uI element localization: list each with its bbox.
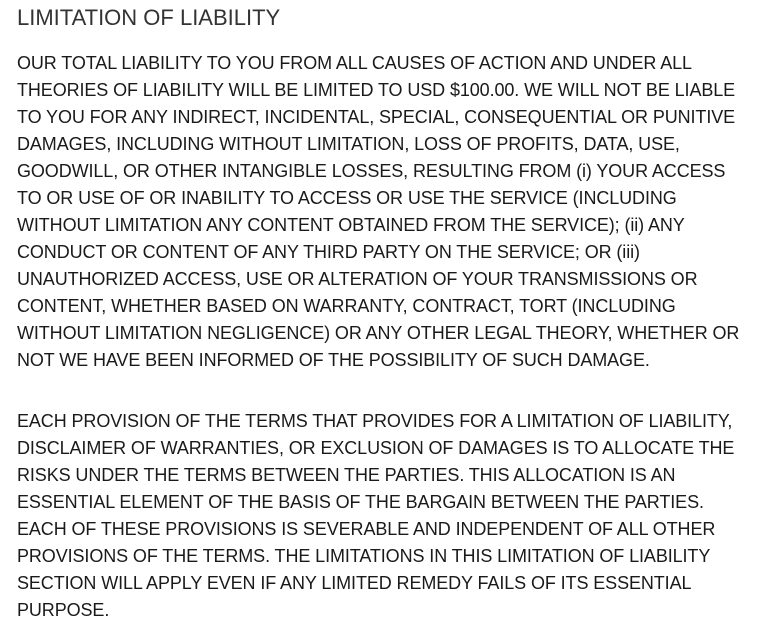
liability-paragraph-2: EACH PROVISION OF THE TERMS THAT PROVIDES FOR A LIMITATION OF LIABILITY, DISCLAIMER OF WARRANTIES, OR EXCLUSION OF DAMAGES IS TO ALLOCATE THE RISKS UNDER THE TERMS BETWEEN THE PARTIES. THIS ALLOCATION IS AN ESSENTIAL ELEMENT OF THE BASIS OF THE BARGAIN BETWEEN THE PARTIES. EACH OF THESE PROVISIONS IS SEVERABLE AND INDEPENDENT OF ALL OTHER PROVISIONS OF THE TERMS. THE LIMITATIONS IN THIS LIMITATION OF LIABILITY SECTION WILL APPLY EVEN IF ANY LIMITED REMEDY FAILS OF ITS ESSENTIAL PURPOSE. [17, 411, 735, 620]
liability-paragraph-1: OUR TOTAL LIABILITY TO YOU FROM ALL CAUSES OF ACTION AND UNDER ALL THEORIES OF LIABILITY WILL BE LIMITED TO USD $100.00. WE WILL NOT BE LIABLE TO YOU FOR ANY INDIRECT, INCIDENTAL, SPECIAL, CONSEQUENTIAL OR PUNITIVE DAMAGES, INCLUDING WITHOUT LIMITATION, LOSS OF PROFITS, DATA, USE, GOODWILL, OR OTHER INTANGIBLE LOSSES, RESULTING FROM (i) YOUR ACCESS TO OR USE OF OR INABILITY TO ACCESS OR USE THE SERVICE (INCLUDING WITHOUT LIMITATION ANY CONTENT OBTAINED FROM THE SERVICE); (ii) ANY CONDUCT OR CONTENT OF ANY THIRD PARTY ON THE SERVICE; OR (iii) UNAUTHORIZED ACCESS, USE OR ALTERATION OF YOUR TRANSMISSIONS OR CONTENT, WHETHER BASED ON WARRANTY, CONTRACT, TORT (INCLUDING WITHOUT LIMITATION NEGLIGENCE) OR ANY OTHER LEGAL THEORY, WHETHER OR NOT WE HAVE BEEN INFORMED OF THE POSSIBILITY OF SUCH DAMAGE. [17, 53, 740, 370]
section-title: LIMITATION OF LIABILITY [17, 5, 281, 30]
